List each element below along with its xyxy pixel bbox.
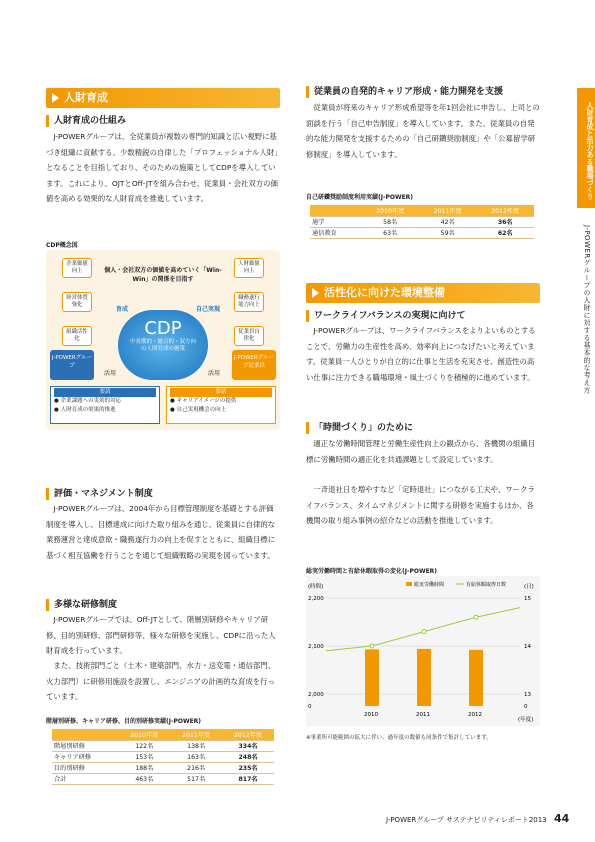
table-cell: 通学: [310, 216, 361, 227]
y-tick-label: 0: [308, 704, 312, 710]
table-cell: 517名: [170, 773, 222, 784]
table-cell: 216名: [170, 762, 222, 773]
cdp-ikusei-label: 育成: [116, 306, 129, 313]
work-hours-chart: [306, 576, 540, 726]
table-cell: 248名: [222, 751, 274, 762]
legend-bar-swatch: [406, 582, 412, 586]
table-row: [52, 762, 274, 773]
cdp-center-sub: 中長期的・総合的・双方向の人財育成の施策: [129, 339, 196, 352]
table-cell: 188名: [118, 762, 170, 773]
chart-right-unit: (日): [524, 584, 534, 590]
legend-line-label: 有給休暇取得日数: [466, 582, 507, 588]
cdp-left-box-3: 組織活性化: [62, 326, 92, 346]
cdp-right-request-2: ● 自己実現機会の向上: [170, 407, 227, 413]
heading-mechanism: 人財育成の仕組み: [46, 115, 126, 127]
table-cell: 59名: [419, 227, 477, 238]
y2-tick-label: 14: [524, 644, 531, 650]
table-header-cell: [52, 729, 118, 740]
chart-note: ※事業所可能範囲の拡大に伴い、過年度の数値も同条件で集計しています。: [306, 735, 492, 741]
cdp-left-requests: [50, 386, 160, 424]
cdp-win-win: 個人・会社双方の価値を高めていく「Win-Win」の関係を目指す: [104, 267, 222, 283]
cdp-center-circle: [118, 310, 208, 380]
heading-evaluation: 評価・マネジメント制度: [46, 488, 153, 500]
para-evaluation: J-POWERグループは、2004年から目標管理制度を基礎とする評価制度を導入し、目標達成に向けた取り組みを通じ、従業員に自律的な業務運営と達成意欲・職務遂行力の向上を促すとともに、組織目標に基づく相互協働を行うことを通じて組織戦略の実現を図っています。: [46, 504, 276, 560]
table-cell: 138名: [170, 740, 222, 751]
x-tick-label: 2010: [364, 712, 378, 718]
heading-worklife: ワークライフバランスの実現に向けて: [306, 310, 465, 322]
y2-tick-label: 15: [524, 596, 531, 602]
cdp-jiko-label: 自己実現: [196, 306, 221, 313]
y-tick-label: 2,000: [308, 692, 324, 698]
para-time-1: 適正な労働時間管理と労働生産性向上の観点から、各機関の組織目標に労働時間の適正化を共通課題として設定しています。: [306, 439, 536, 464]
para-mechanism: J-POWERグループは、全従業員が複数の専門的知識と広い視野に基づき組織に貢献する、少数精鋭の自律した「プロフェッショナル人財」となることを目指しており、そのための施策としてCDPを導入しています。これにより、OJTとOff-JTを組み合わせ、従業員・会社双方の価値を高める効果的な人財育成を推進しています。: [46, 132, 278, 203]
cdp-right-box-1: 人財価値向上: [234, 258, 264, 278]
table-cell: 62名: [476, 227, 534, 238]
line-point: [474, 615, 478, 619]
y2-tick-label: 0: [524, 704, 528, 710]
training-table-caption: 階層別研修、キャリア研修、目的別研修実績(J-POWER): [46, 718, 202, 725]
cdp-right-group: J-POWERグループ従業員: [232, 350, 276, 380]
page-number: 44: [554, 812, 570, 825]
cdp-katsuyo-right: 活用: [208, 370, 221, 377]
table-cell: 58名: [361, 216, 419, 227]
cdp-caption: CDP概念図: [46, 242, 78, 249]
table-cell: 235名: [222, 762, 274, 773]
section-header-environment: 活性化に向けた環境整備: [306, 283, 540, 303]
legend-bar-label: 総実労働時間: [414, 582, 445, 588]
y2-tick-label: 13: [524, 692, 531, 698]
para-career: 従業員が将来のキャリア形成希望等を年1回会社に申告し、上司との面談を行う「自己申告制度」を導入しています。また、従業員の自発的な能力開発を支援するための「自己研鑽奨励制度」や「公募留学研修制度」を導入しています。: [306, 103, 540, 159]
table-cell: 63名: [361, 227, 419, 238]
table-cell: 目的別研修: [52, 762, 118, 773]
chart-caption: 総実労働時間と有給休暇取得の変化(J-POWER): [306, 568, 438, 575]
self-study-table: [310, 205, 534, 239]
table-cell: 36名: [476, 216, 534, 227]
side-vertical-title: J-POWERグループの人財に対する基本的な考え方: [583, 225, 591, 394]
cdp-right-box-2: 職務遂行能力向上: [234, 292, 264, 312]
cdp-left-box-2: 経営体質強化: [62, 292, 92, 312]
heading-time: 「時間づくり」のために: [306, 422, 413, 434]
para-training-1: J-POWERグループでは、Off-JTとして、階層別研修やキャリア研修、目的別研修、部門研修等、様々な研修を実施し、CDPに沿った人財育成を行っています。: [46, 615, 276, 655]
cdp-right-requests: [166, 386, 276, 424]
table-header-cell: 2010年度: [118, 729, 170, 740]
heading-career: 従業員の自発的キャリア形成・能力開発を支援: [306, 86, 503, 98]
table-cell: キャリア研修: [52, 751, 118, 762]
para-training-2: また、技術部門ごと（土木・建築部門、水力・送変電・通信部門、火力部門）に研修用施設を設置し、エンジニアの計画的な育成を行っています。: [46, 661, 276, 701]
bar: [365, 649, 379, 706]
cdp-center-title: CDP: [144, 318, 182, 339]
cdp-left-request-2: ● 人財育成の効果的推進: [54, 407, 116, 413]
table-row: [52, 751, 274, 762]
training-table: [52, 729, 274, 785]
cdp-left-request-1: ● 企業課題への実効的対応: [54, 398, 122, 404]
cdp-right-request-head: 要請: [170, 388, 272, 397]
side-tab: 人財育成と活力ある職場づくり: [577, 88, 595, 208]
x-tick-label: 2011: [416, 712, 430, 718]
table-cell: 334名: [222, 740, 274, 751]
table-cell: 合計: [52, 773, 118, 784]
table-header-cell: 2011年度: [419, 205, 477, 216]
table-cell: 163名: [170, 751, 222, 762]
cdp-katsuyo-left: 活用: [104, 370, 117, 377]
line-point: [370, 644, 374, 648]
table-header-cell: 2012年度: [476, 205, 534, 216]
line-point: [422, 630, 426, 634]
heading-training: 多様な研修制度: [46, 599, 117, 611]
chart-left-unit: (時間): [308, 584, 324, 590]
table-cell: 通信教育: [310, 227, 361, 238]
y-tick-label: 2,100: [308, 644, 324, 650]
table-cell: 階層別研修: [52, 740, 118, 751]
cdp-left-group: J-POWERグループ: [50, 350, 94, 380]
table-cell: 817名: [222, 773, 274, 784]
table-row: [310, 216, 534, 227]
table-cell: 463名: [118, 773, 170, 784]
table-row: [52, 740, 274, 751]
table-cell: 153名: [118, 751, 170, 762]
y-tick-label: 2,200: [308, 596, 324, 602]
table-header-cell: 2012年度: [222, 729, 274, 740]
table-row: [52, 773, 274, 784]
bar: [469, 650, 483, 706]
footer-title: J-POWERグループ サステナビリティレポート2013: [386, 816, 547, 824]
table-cell: 122名: [118, 740, 170, 751]
self-study-table-caption: 自己研鑽奨励制度利用実績(J-POWER): [306, 194, 414, 201]
table-row: [310, 227, 534, 238]
chart-x-unit: (年度): [518, 717, 534, 723]
cdp-left-request-head: 要請: [54, 388, 156, 397]
table-header-cell: 2010年度: [361, 205, 419, 216]
table-header-cell: [310, 205, 361, 216]
table-header-cell: 2011年度: [170, 729, 222, 740]
cdp-left-box-1: 企業価値向上: [62, 258, 92, 278]
x-tick-label: 2012: [468, 712, 482, 718]
para-time-2: 一斉退社日を増やすなど「定時退社」につながる工夫や、ワークライフバランス、タイムマネジメントに関する研修を実施するほか、各機関の取り組み事例の紹介などの活動を推進しています。: [306, 485, 535, 525]
para-worklife: J-POWERグループは、ワークライフバランスをよりよいものとすることで、労働力の生産性を高め、効率向上につなげたいと考えています。従業員一人ひとりが自立的に仕事と生活を充実させ、創造性の高い仕事に注力できる職場環境・風土づくりを積極的に進めています。: [306, 326, 536, 382]
section-header-jinzai: 人財育成: [46, 88, 280, 108]
cdp-right-box-3: 従業員自律化: [234, 326, 264, 346]
table-cell: 42名: [419, 216, 477, 227]
cdp-right-request-1: ● キャリアイメージの提供: [170, 398, 237, 404]
cdp-diagram: [46, 250, 280, 430]
bar: [417, 649, 431, 706]
